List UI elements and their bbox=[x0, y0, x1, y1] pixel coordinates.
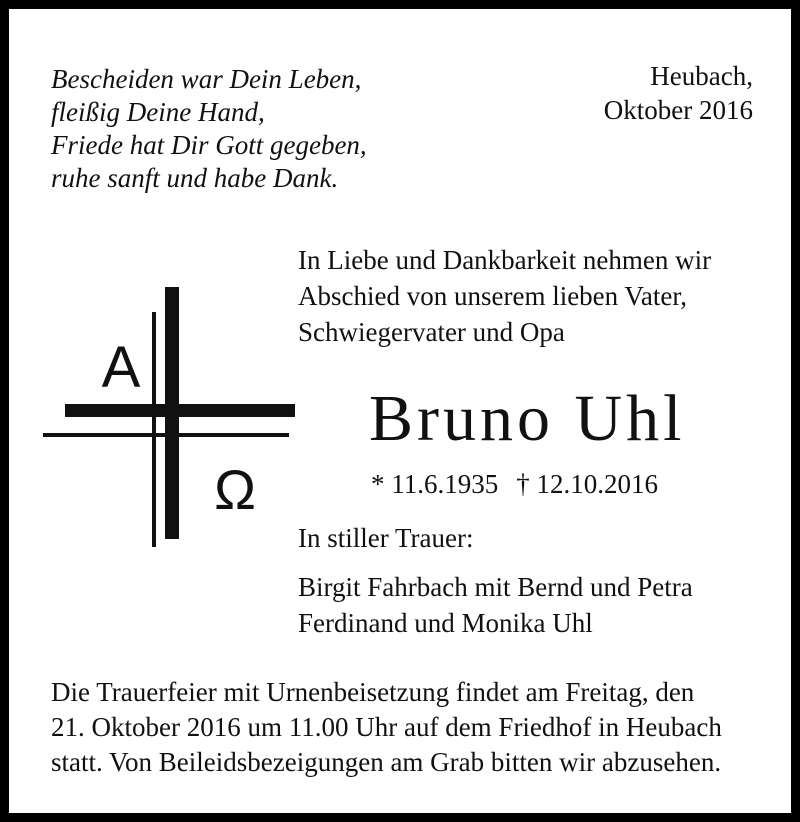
announcement-line: 21. Oktober 2016 um 11.00 Uhr auf dem Friedhof in Heubach bbox=[51, 712, 722, 742]
cross-thin-horizontal bbox=[43, 433, 289, 437]
cross-thick-horizontal bbox=[65, 404, 295, 417]
deceased-name: Bruno Uhl bbox=[369, 382, 686, 455]
poem-line: Bescheiden war Dein Leben, bbox=[51, 64, 362, 94]
cross-thin-vertical bbox=[152, 312, 156, 547]
intro-text bbox=[298, 242, 711, 350]
poem-line: Friede hat Dir Gott gegeben, bbox=[51, 130, 367, 160]
intro-line: Abschied von unserem lieben Vater, bbox=[298, 281, 688, 311]
life-dates bbox=[371, 467, 658, 501]
announcement-line: statt. Von Beileidsbezeigungen am Grab bitten wir abzusehen. bbox=[51, 747, 722, 777]
mourner-line: Birgit Fahrbach mit Bernd und Petra bbox=[298, 572, 693, 602]
alpha-omega-cross-icon bbox=[41, 287, 299, 549]
birth-date: * 11.6.1935 bbox=[371, 469, 499, 499]
mourning-label: In stiller Trauer: bbox=[298, 523, 474, 553]
funeral-announcement bbox=[51, 675, 781, 780]
mourners-list bbox=[298, 569, 693, 641]
place: Heubach, bbox=[650, 61, 753, 91]
death-date: † 12.10.2016 bbox=[516, 469, 658, 499]
intro-line: In Liebe und Dankbarkeit nehmen wir bbox=[298, 245, 712, 275]
poem-line: ruhe sanft und habe Dank. bbox=[51, 163, 339, 193]
alpha-letter: A bbox=[101, 335, 141, 400]
date: Oktober 2016 bbox=[603, 95, 753, 125]
intro-line: Schwiegervater und Opa bbox=[298, 317, 565, 347]
omega-letter: Ω bbox=[214, 458, 256, 521]
poem bbox=[51, 63, 367, 195]
poem-line: fleißig Deine Hand, bbox=[51, 97, 265, 127]
place-date bbox=[604, 59, 753, 127]
announcement-line: Die Trauerfeier mit Urnenbeisetzung findet am Freitag, den bbox=[51, 677, 695, 707]
mourner-line: Ferdinand und Monika Uhl bbox=[298, 608, 593, 638]
